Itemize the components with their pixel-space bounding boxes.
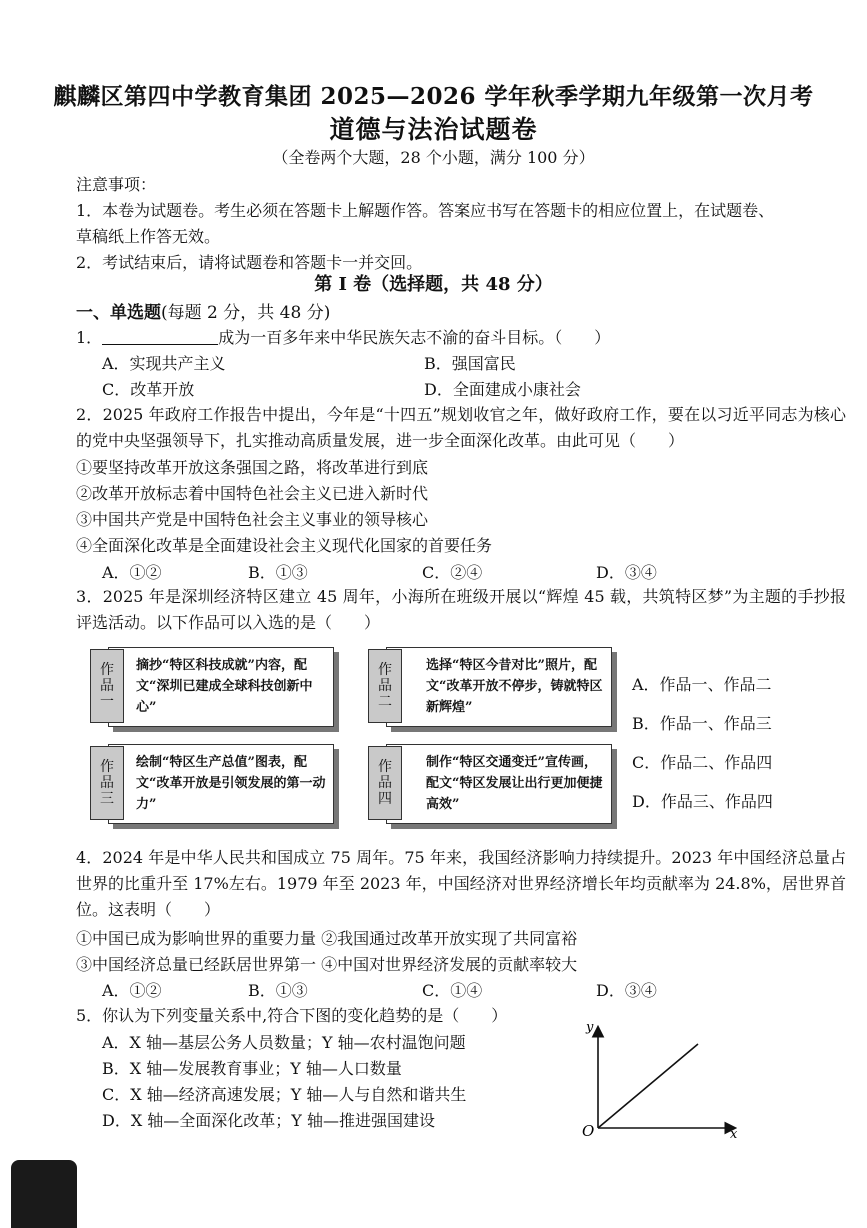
q2-statement-1: ①要坚持改革开放这条强国之路，将改革进行到底 [76, 458, 429, 477]
question-3-stem: 3．2025 年是深圳经济特区建立 45 周年，小海所在班级开展以“辉煌 45 载，共筑特区梦”为主题的手抄报评选活动。以下作品可以入选的是（ ） [76, 587, 846, 632]
card-1-tag: 作 品 一 [90, 649, 124, 723]
card-3-tag: 作 品 三 [90, 746, 124, 820]
q2-option-a: A．①② [102, 563, 162, 582]
question-1-text: 成为一百多年来中华民族矢志不渝的奋斗目标。（ ） [218, 328, 611, 347]
question-4-stem: 4．2024 年是中华人民共和国成立 75 周年。75 年来，我国经济影响力持续提升。2023 年中国经济总量占世界的比重升至 17%左右。1979 年至 2023 年，中国经济对世界经济增长年均贡献率为 24.8%，居世界首位。这表明（ ） [76, 848, 846, 919]
q5-option-d: D．X 轴—全面深化改革；Y 轴—推进强国建设 [102, 1111, 435, 1130]
q3-option-c: C．作品二、作品四 [632, 753, 773, 772]
part-label: 一、单选题 [76, 303, 161, 323]
q5-option-c: C．X 轴—经济高速发展；Y 轴—人与自然和谐共生 [102, 1085, 467, 1104]
subject-title: 道德与法治试题卷 [329, 115, 538, 144]
card-2-tag: 作 品 二 [368, 649, 402, 723]
q1-option-d: D．全面建成小康社会 [424, 380, 581, 399]
trend-graph [578, 1018, 748, 1142]
x-axis-label: x [730, 1127, 738, 1142]
q2-option-c: C．②④ [422, 563, 483, 582]
q1-option-c: C．改革开放 [102, 380, 195, 399]
notice-heading: 注意事项： [76, 175, 157, 194]
q1-option-a: A．实现共产主义 [102, 354, 226, 373]
q3-option-a: A．作品一、作品二 [632, 675, 772, 694]
part-note: (每题 2 分，共 48 分) [161, 303, 331, 323]
q4-statements-1-2: ①中国已成为影响世界的重要力量 ②我国通过改革开放实现了共同富裕 [76, 929, 578, 948]
scan-shadow [11, 1160, 77, 1228]
q2-statement-4: ④全面深化改革是全面建设社会主义现代化国家的首要任务 [76, 536, 493, 555]
notice-item-2: 2．考试结束后，请将试题卷和答题卡一并交回。 [76, 253, 423, 272]
q5-option-b: B．X 轴—发展教育事业；Y 轴—人口数量 [102, 1059, 402, 1078]
notice-item-1b: 草稿纸上作答无效。 [76, 227, 221, 246]
q4-option-c: C．①④ [422, 981, 483, 1000]
y-axis-label: y [586, 1020, 594, 1035]
q3-option-b: B．作品一、作品三 [632, 714, 772, 733]
q3-option-d: D．作品三、作品四 [632, 792, 773, 811]
question-5-stem: 5．你认为下列变量关系中,符合下图的变化趋势的是（ ） [76, 1006, 508, 1025]
card-4-text: 制作“特区交通变迁”宣传画，配文“特区发展让出行更加便捷高效” [426, 755, 603, 812]
card-2-text: 选择“特区今昔对比”照片，配文“改革开放不停步，铸就特区新辉煌” [426, 658, 603, 715]
notice-item-1a: 1．本卷为试题卷。考生必须在答题卡上解题作答。答案应书写在答题卡的相应位置上，在试题卷、 [76, 201, 775, 220]
q4-option-b: B．①③ [248, 981, 308, 1000]
q2-statement-3: ③中国共产党是中国特色社会主义事业的领导核心 [76, 510, 429, 529]
origin-label: O [582, 1122, 595, 1140]
card-1-text: 摘抄“特区科技成就”内容，配文“深圳已建成全球科技创新中心” [136, 658, 313, 715]
answer-blank [102, 328, 218, 345]
question-2-stem: 2．2025 年政府工作报告中提出，今年是“十四五”规划收官之年，做好政府工作，要在以习近平同志为核心的党中央坚强领导下，扎实推动高质量发展，进一步全面深化改革。由此可见（ ） [76, 405, 846, 450]
question-1-number: 1． [76, 328, 103, 347]
q5-option-a: A．X 轴—基层公务人员数量；Y 轴—农村温饱问题 [102, 1033, 466, 1052]
q4-option-a: A．①② [102, 981, 162, 1000]
part-heading [76, 298, 330, 323]
question-1-stem [76, 325, 610, 348]
q4-statements-3-4: ③中国经济总量已经跃居世界第一 ④中国对世界经济发展的贡献率较大 [76, 955, 578, 974]
section-title: 第 I 卷（选择题，共 48 分） [314, 274, 553, 295]
q4-option-d: D．③④ [596, 981, 657, 1000]
q2-option-d: D．③④ [596, 563, 657, 582]
exam-subtitle: （全卷两个大题，28 个小题，满分 100 分） [272, 148, 595, 167]
q1-option-b: B．强国富民 [424, 354, 516, 373]
card-4-tag: 作 品 四 [368, 746, 402, 820]
exam-title: 麒麟区第四中学教育集团 2025—2026 学年秋季学期九年级第一次月考 [53, 83, 814, 110]
trend-line [598, 1044, 698, 1128]
card-3-text: 绘制“特区生产总值”图表，配文“改革开放是引领发展的第一动力” [136, 755, 326, 812]
q2-statement-2: ②改革开放标志着中国特色社会主义已进入新时代 [76, 484, 429, 503]
q2-option-b: B．①③ [248, 563, 308, 582]
